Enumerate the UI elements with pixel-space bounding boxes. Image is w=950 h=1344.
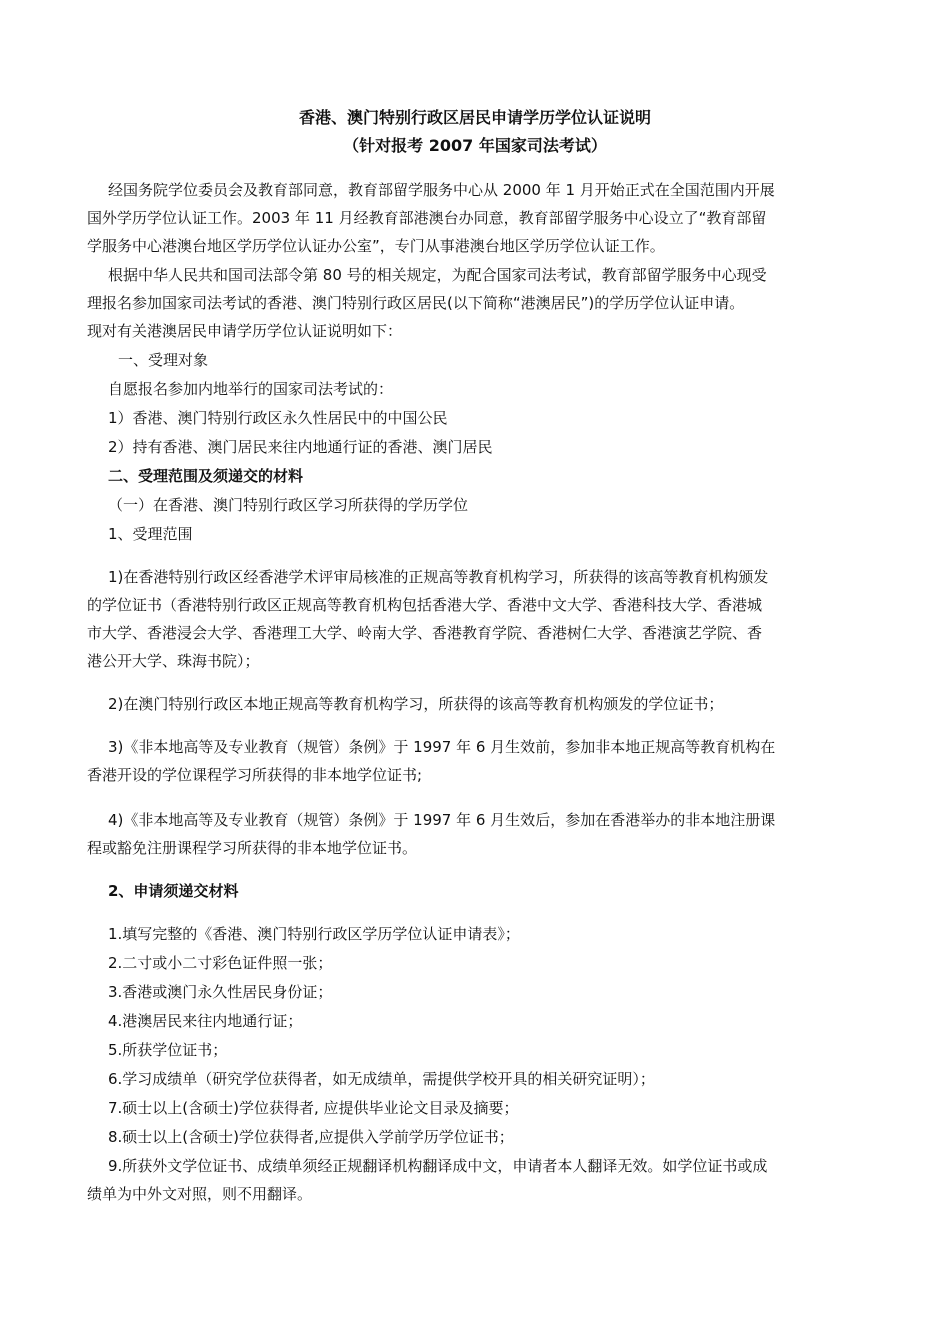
section1-item: 1）香港、澳门特别行政区永久性居民中的中国公民	[108, 409, 448, 427]
scope-item-line: 程或豁免注册课程学习所获得的非本地学位证书。	[87, 839, 418, 857]
scope-item-line: 市大学、香港浸会大学、香港理工大学、岭南大学、香港教育学院、香港树仁大学、香港演艺学院、香	[87, 624, 763, 642]
scope-item-line: 港公开大学、珠海书院）；	[87, 652, 260, 670]
material-item: 7.硕士以上(含硕士)学位获得者, 应提供毕业论文目录及摘要；	[108, 1099, 519, 1117]
material-item: 6.学习成绩单（研究学位获得者，如无成绩单，需提供学校开具的相关研究证明）；	[108, 1070, 655, 1088]
material-item: 绩单为中外文对照，则不用翻译。	[87, 1185, 313, 1203]
section2-heading: 二、受理范围及须递交的材料	[108, 467, 304, 485]
section1-lead: 自愿报名参加内地举行的国家司法考试的：	[108, 380, 394, 398]
scope-item-line: 香港开设的学位课程学习所获得的非本地学位证书;	[87, 766, 423, 784]
scope-item-line: 的学位证书（香港特别行政区正规高等教育机构包括香港大学、香港中文大学、香港科技大学、香港城	[87, 596, 763, 614]
scope-item-line: 3)《非本地高等及专业教育（规管）条例》于 1997 年 6 月生效前，参加非本地正规高等教育机构在	[108, 738, 776, 756]
material-item: 1.填写完整的《香港、澳门特别行政区学历学位认证申请表》；	[108, 925, 520, 943]
intro-p2-line: 根据中华人民共和国司法部令第 80 号的相关规定，为配合国家司法考试，教育部留学服务中心现受	[108, 266, 767, 284]
intro-p1-line: 国外学历学位认证工作。2003 年 11 月经教育部港澳台办同意，教育部留学服务中心设立了“教育部留	[87, 209, 767, 227]
materials-heading: 2、申请须递交材料	[108, 882, 239, 900]
scope-item-line: 2)在澳门特别行政区本地正规高等教育机构学习，所获得的该高等教育机构颁发的学位证书；	[108, 695, 724, 713]
scope-item-line: 4)《非本地高等及专业教育（规管）条例》于 1997 年 6 月生效后，参加在香港举办的非本地注册课	[108, 811, 776, 829]
material-item: 5.所获学位证书；	[108, 1041, 228, 1059]
scope-item-line: 1)在香港特别行政区经香港学术评审局核准的正规高等教育机构学习，所获得的该高等教育机构颁发	[108, 568, 769, 586]
intro-p2-line: 现对有关港澳居民申请学历学位认证说明如下：	[87, 322, 403, 340]
scope-heading: 1、受理范围	[108, 525, 193, 543]
material-item: 9.所获外文学位证书、成绩单须经正规翻译机构翻译成中文，申请者本人翻译无效。如学位证书或成	[108, 1157, 768, 1175]
intro-p1-line: 经国务院学位委员会及教育部同意，教育部留学服务中心从 2000 年 1 月开始正式在全国范围内开展	[108, 181, 775, 199]
material-item: 3.香港或澳门永久性居民身份证；	[108, 983, 333, 1001]
intro-p1-line: 学服务中心港澳台地区学历学位认证办公室”，专门从事港澳台地区学历学位认证工作。	[87, 237, 665, 255]
section2-subheading: （一）在香港、澳门特别行政区学习所获得的学历学位	[108, 496, 469, 514]
material-item: 8.硕士以上(含硕士)学位获得者,应提供入学前学历学位证书；	[108, 1128, 514, 1146]
intro-p2-line: 理报名参加国家司法考试的香港、澳门特别行政区居民(以下简称“港澳居民”)的学历学位认证申请。	[87, 294, 745, 312]
document-subtitle: （针对报考 2007 年国家司法考试）	[343, 136, 607, 155]
document-title: 香港、澳门特别行政区居民申请学历学位认证说明	[298, 108, 651, 127]
section1-heading: 一、受理对象	[118, 351, 209, 369]
material-item: 2.二寸或小二寸彩色证件照一张；	[108, 954, 333, 972]
section1-item: 2）持有香港、澳门居民来往内地通行证的香港、澳门居民	[108, 438, 493, 456]
material-item: 4.港澳居民来往内地通行证；	[108, 1012, 303, 1030]
